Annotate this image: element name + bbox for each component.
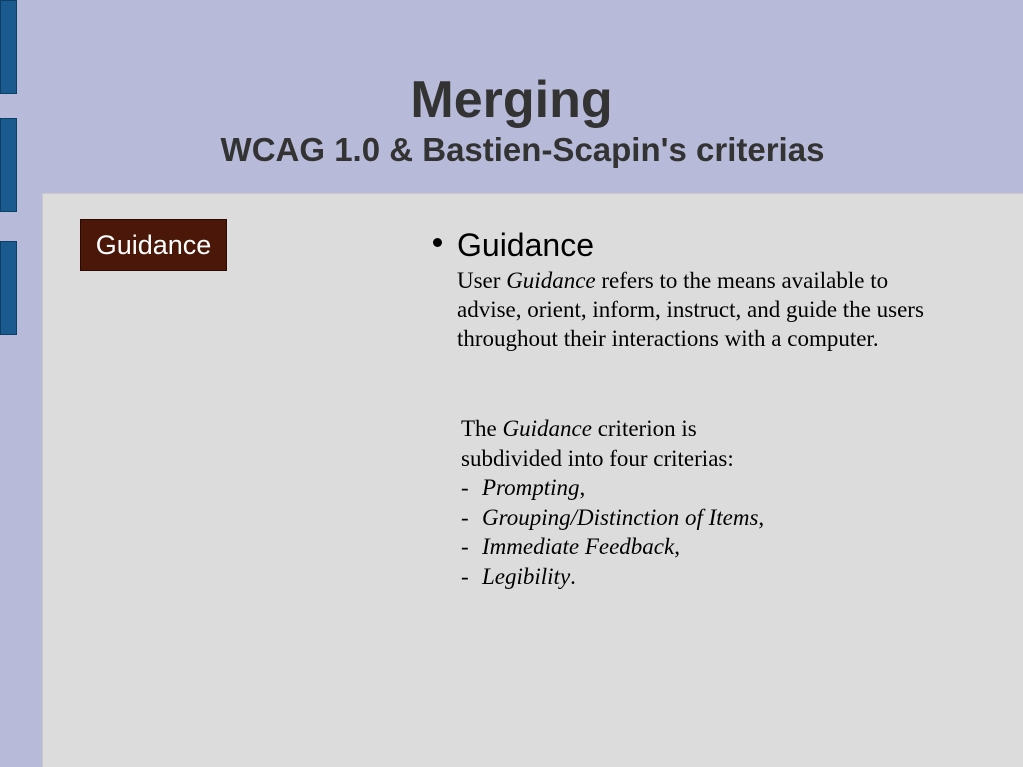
- slide-title: Merging: [410, 71, 613, 129]
- definition-after: refers to the means available to advise, orient, inform, instruct, and guide the users throughout their interactions with a computer.: [457, 268, 924, 351]
- definition-emphasis: Guidance: [506, 268, 596, 293]
- slide-subtitle: WCAG 1.0 & Bastien-Scapin's criterias: [220, 131, 825, 168]
- intro-before: The: [461, 416, 503, 441]
- slide-title-block: [0, 70, 1023, 170]
- criterion-item: [461, 473, 941, 503]
- criterion-list: [461, 414, 941, 591]
- criterion-item-name: Legibility: [482, 563, 571, 589]
- criterion-item-punct: ,: [579, 475, 586, 500]
- list-dash: -: [461, 563, 469, 589]
- list-dash: -: [461, 475, 469, 500]
- criterion-item-punct: ,: [674, 534, 680, 559]
- criterion-item: [461, 562, 941, 592]
- intro-after: criterion is: [591, 416, 697, 441]
- criterion-intro-line1: [461, 414, 941, 444]
- bullet-heading: Guidance: [457, 227, 594, 263]
- list-dash: -: [461, 534, 469, 559]
- intro-emphasis: Guidance: [502, 416, 592, 441]
- guidance-definition: [457, 266, 957, 353]
- criterion-item-punct: .: [570, 563, 576, 589]
- criterion-item: [461, 503, 941, 533]
- list-dash: -: [461, 504, 469, 530]
- criterion-intro-line2: subdivided into four criterias:: [461, 445, 734, 471]
- criterion-item-name: Grouping/Distinction of Items: [482, 504, 759, 530]
- definition-before: User: [457, 268, 507, 293]
- criterion-item-name: Prompting: [482, 475, 580, 500]
- criterion-item: [461, 532, 941, 562]
- side-bar-bottom: [0, 241, 17, 335]
- bullet-dot: [433, 238, 442, 247]
- criterion-item-name: Immediate Feedback: [482, 534, 675, 559]
- guidance-badge: Guidance: [80, 219, 227, 271]
- criterion-item-punct: ,: [758, 504, 765, 530]
